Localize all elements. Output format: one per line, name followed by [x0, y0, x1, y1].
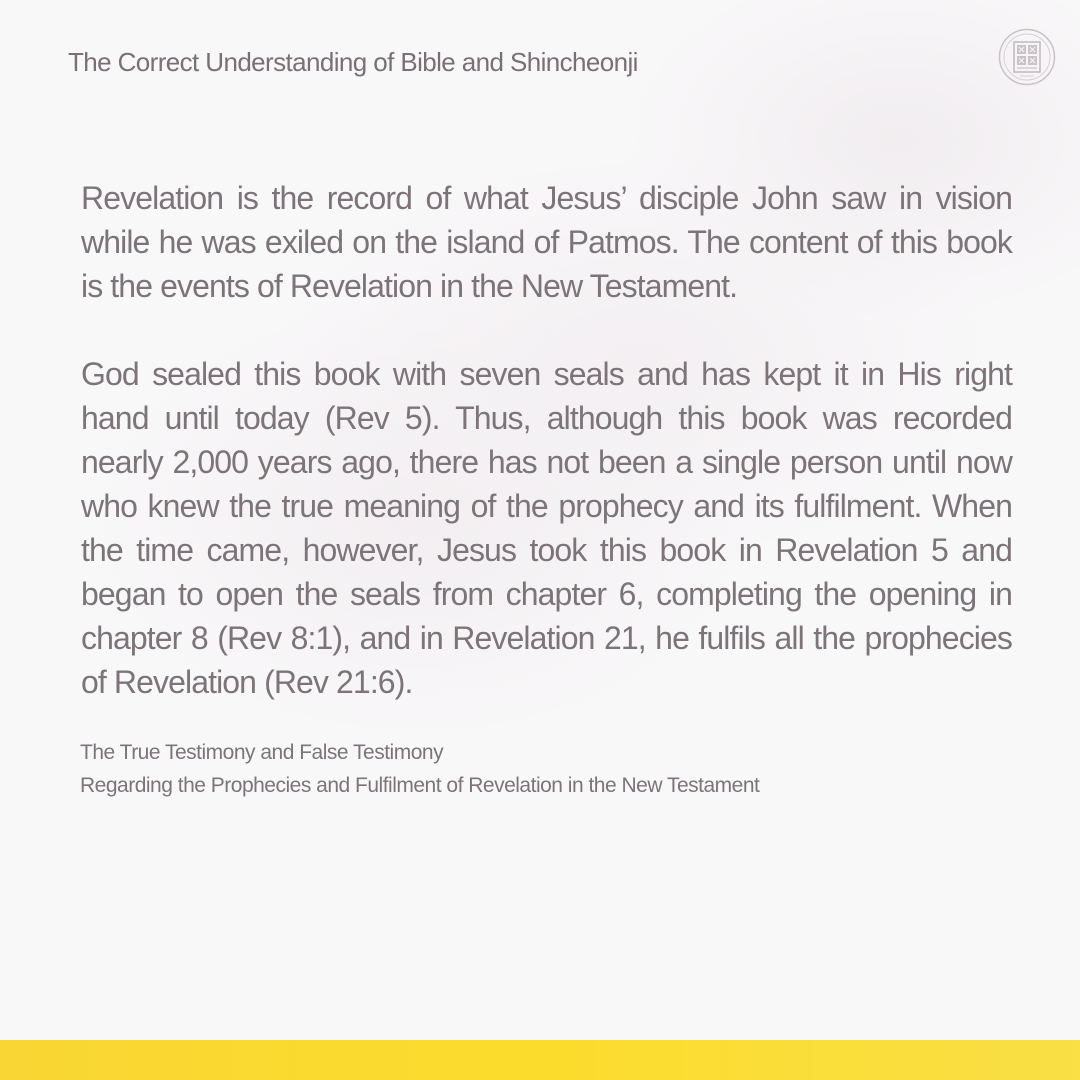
- body-text: [81, 176, 1012, 704]
- body-paragraph-2: God sealed this book with seven seals and has kept it in His right hand until today (Rev 5). Thus, although this book was recorded nearly 2,000 years ago, there has not been a single person until now who knew the true meaning of the prophecy and its fulfilment. When the time came, however, Jesus took this book in Revelation 5 and began to open the seals from chapter 6, completing the opening in chapter 8 (Rev 8:1), and in Revelation 21, he fulfils all the prophecies of Revelation (Rev 21:6).: [81, 356, 1012, 700]
- body-paragraph-1: Revelation is the record of what Jesus’ disciple John saw in vision while he was exiled on the island of Patmos. The content of this book is the events of Revelation in the New Testament.: [81, 180, 1012, 304]
- bottom-accent-bar: [0, 1040, 1080, 1080]
- shincheonji-emblem-icon: [998, 28, 1056, 86]
- page-header-title: The Correct Understanding of Bible and Shincheonji: [68, 47, 638, 77]
- source-title-line-2: Regarding the Prophecies and Fulfilment of Revelation in the New Testament: [80, 774, 760, 797]
- source-title-line-1: The True Testimony and False Testimony: [80, 741, 444, 764]
- source-citation: [80, 736, 759, 802]
